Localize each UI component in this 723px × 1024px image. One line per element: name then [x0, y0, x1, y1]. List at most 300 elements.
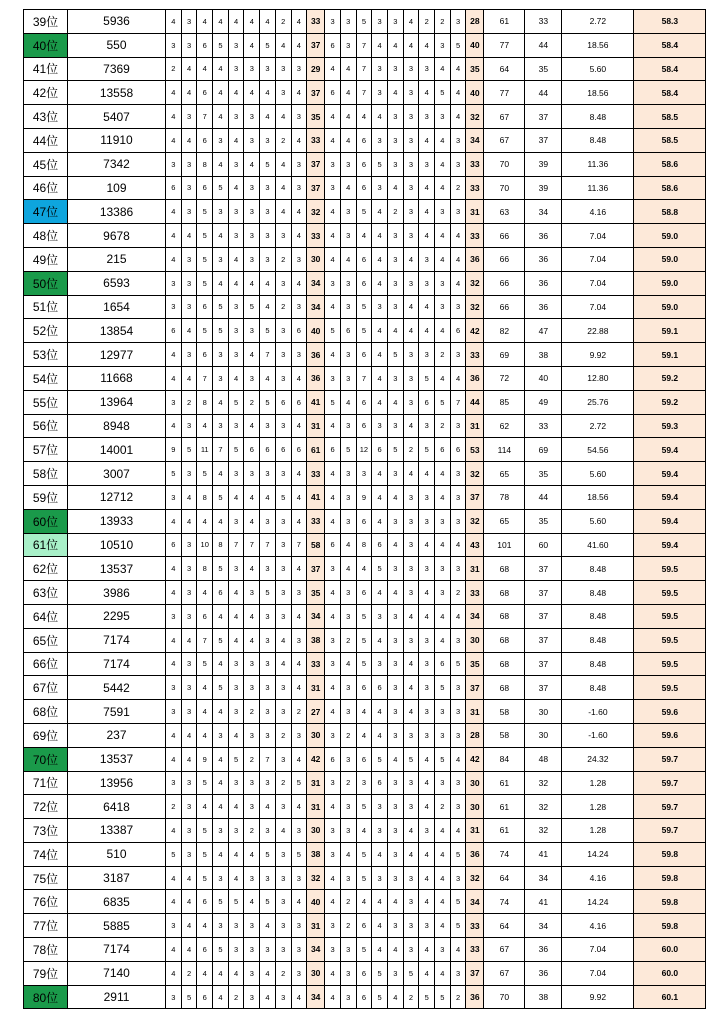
hole-score-cell: 6: [197, 890, 213, 914]
hole-score-cell: 3: [419, 271, 435, 295]
net-score-cell: 59.4: [634, 462, 706, 486]
hole-score-cell: 5: [213, 890, 229, 914]
entry-number-cell: 13956: [68, 771, 166, 795]
out-total-cell: 31: [307, 414, 325, 438]
hole-score-cell: 3: [181, 771, 197, 795]
hole-score-cell: 4: [419, 33, 435, 57]
hole-score-cell: 2: [387, 200, 403, 224]
handicap-cell: 7.04: [562, 247, 634, 271]
hole-score-cell: 9: [166, 438, 182, 462]
strokes-cell: 37: [525, 604, 562, 628]
hole-score-cell: 3: [325, 628, 341, 652]
entry-number-cell: 237: [68, 723, 166, 747]
strokes-cell: 37: [525, 105, 562, 129]
out-total-cell: 33: [307, 652, 325, 676]
table-row: [24, 890, 706, 914]
hole-score-cell: 4: [325, 200, 341, 224]
out-total-cell: 58: [307, 533, 325, 557]
hole-score-cell: 4: [166, 581, 182, 605]
hole-score-cell: 4: [275, 819, 291, 843]
hole-score-cell: 3: [260, 938, 276, 962]
hole-score-cell: 3: [340, 676, 356, 700]
hole-score-cell: 3: [372, 604, 388, 628]
in-total-cell: 33: [466, 224, 484, 248]
hole-score-cell: 4: [166, 652, 182, 676]
hole-score-cell: 6: [244, 438, 260, 462]
hole-score-cell: 4: [435, 485, 451, 509]
hole-score-cell: 4: [275, 176, 291, 200]
hole-score-cell: 3: [387, 842, 403, 866]
hole-score-cell: 4: [181, 914, 197, 938]
hole-score-cell: 4: [450, 604, 466, 628]
hole-score-cell: 3: [340, 700, 356, 724]
hole-score-cell: 3: [228, 224, 244, 248]
hole-score-cell: 3: [387, 723, 403, 747]
hole-score-cell: 4: [228, 81, 244, 105]
hole-score-cell: 4: [244, 81, 260, 105]
hole-score-cell: 3: [228, 414, 244, 438]
gross-total-cell: 68: [484, 604, 525, 628]
hole-score-cell: 3: [340, 462, 356, 486]
hole-score-cell: 3: [387, 961, 403, 985]
hole-score-cell: 4: [340, 128, 356, 152]
hole-score-cell: 6: [356, 985, 372, 1009]
hole-score-cell: 3: [244, 652, 260, 676]
handicap-cell: 8.48: [562, 652, 634, 676]
gross-total-cell: 67: [484, 105, 525, 129]
net-score-cell: 59.8: [634, 842, 706, 866]
out-total-cell: 30: [307, 961, 325, 985]
hole-score-cell: 4: [166, 866, 182, 890]
out-total-cell: 41: [307, 390, 325, 414]
hole-score-cell: 5: [260, 33, 276, 57]
in-total-cell: 32: [466, 462, 484, 486]
hole-score-cell: 6: [197, 81, 213, 105]
hole-score-cell: 3: [260, 176, 276, 200]
in-total-cell: 43: [466, 533, 484, 557]
hole-score-cell: 3: [228, 319, 244, 343]
hole-score-cell: 3: [419, 628, 435, 652]
strokes-cell: 38: [525, 343, 562, 367]
table-row: [24, 414, 706, 438]
hole-score-cell: 3: [387, 604, 403, 628]
hole-score-cell: 3: [181, 557, 197, 581]
hole-score-cell: 3: [419, 152, 435, 176]
hole-score-cell: 3: [403, 866, 419, 890]
entry-number-cell: 3007: [68, 462, 166, 486]
hole-score-cell: 3: [275, 890, 291, 914]
handicap-cell: 24.32: [562, 747, 634, 771]
hole-score-cell: 5: [435, 985, 451, 1009]
hole-score-cell: 6: [197, 604, 213, 628]
hole-score-cell: 3: [275, 271, 291, 295]
net-score-cell: 59.5: [634, 652, 706, 676]
hole-score-cell: 4: [244, 628, 260, 652]
hole-score-cell: 4: [419, 224, 435, 248]
table-row: [24, 509, 706, 533]
hole-score-cell: 4: [275, 628, 291, 652]
hole-score-cell: 3: [244, 57, 260, 81]
hole-score-cell: 3: [340, 747, 356, 771]
gross-total-cell: 77: [484, 33, 525, 57]
hole-score-cell: 5: [197, 462, 213, 486]
rank-cell: 77位: [24, 914, 68, 938]
hole-score-cell: 7: [291, 533, 307, 557]
out-total-cell: 32: [307, 200, 325, 224]
hole-score-cell: 8: [197, 152, 213, 176]
hole-score-cell: 5: [244, 295, 260, 319]
net-score-cell: 59.2: [634, 366, 706, 390]
hole-score-cell: 4: [387, 890, 403, 914]
out-total-cell: 31: [307, 771, 325, 795]
hole-score-cell: 5: [325, 319, 341, 343]
hole-score-cell: 3: [181, 105, 197, 129]
hole-score-cell: 4: [197, 57, 213, 81]
hole-score-cell: 3: [372, 295, 388, 319]
net-score-cell: 59.5: [634, 604, 706, 628]
gross-total-cell: 85: [484, 390, 525, 414]
strokes-cell: 34: [525, 914, 562, 938]
hole-score-cell: 3: [340, 343, 356, 367]
hole-score-cell: 3: [403, 390, 419, 414]
hole-score-cell: 3: [260, 676, 276, 700]
hole-score-cell: 4: [213, 152, 229, 176]
handicap-cell: 8.48: [562, 604, 634, 628]
hole-score-cell: 3: [291, 176, 307, 200]
hole-score-cell: 3: [340, 819, 356, 843]
hole-score-cell: 3: [181, 10, 197, 34]
hole-score-cell: 3: [244, 795, 260, 819]
hole-score-cell: 5: [213, 176, 229, 200]
table-row: [24, 652, 706, 676]
hole-score-cell: 3: [450, 961, 466, 985]
hole-score-cell: 6: [356, 152, 372, 176]
hole-score-cell: 3: [403, 57, 419, 81]
hole-score-cell: 4: [419, 747, 435, 771]
hole-score-cell: 2: [419, 10, 435, 34]
hole-score-cell: 4: [228, 604, 244, 628]
hole-score-cell: 4: [244, 842, 260, 866]
hole-score-cell: 5: [372, 557, 388, 581]
handicap-cell: 18.56: [562, 33, 634, 57]
hole-score-cell: 3: [166, 985, 182, 1009]
hole-score-cell: 4: [166, 200, 182, 224]
hole-score-cell: 4: [325, 224, 341, 248]
hole-score-cell: 3: [450, 343, 466, 367]
hole-score-cell: 5: [450, 33, 466, 57]
hole-score-cell: 4: [419, 842, 435, 866]
rank-cell: 41位: [24, 57, 68, 81]
entry-number-cell: 2911: [68, 985, 166, 1009]
hole-score-cell: 4: [260, 985, 276, 1009]
net-score-cell: 58.4: [634, 81, 706, 105]
hole-score-cell: 4: [213, 985, 229, 1009]
hole-score-cell: 3: [387, 557, 403, 581]
hole-score-cell: 3: [435, 557, 451, 581]
hole-score-cell: 4: [419, 319, 435, 343]
hole-score-cell: 3: [450, 700, 466, 724]
hole-score-cell: 3: [260, 700, 276, 724]
hole-score-cell: 7: [197, 366, 213, 390]
hole-score-cell: 3: [340, 271, 356, 295]
hole-score-cell: 3: [403, 81, 419, 105]
hole-score-cell: 6: [450, 438, 466, 462]
hole-score-cell: 4: [372, 390, 388, 414]
hole-score-cell: 4: [228, 128, 244, 152]
in-total-cell: 30: [466, 628, 484, 652]
hole-score-cell: 4: [228, 723, 244, 747]
hole-score-cell: 3: [275, 842, 291, 866]
hole-score-cell: 4: [403, 247, 419, 271]
hole-score-cell: 6: [356, 961, 372, 985]
hole-score-cell: 3: [435, 509, 451, 533]
hole-score-cell: 3: [372, 414, 388, 438]
in-total-cell: 42: [466, 319, 484, 343]
hole-score-cell: 4: [435, 914, 451, 938]
entry-number-cell: 13964: [68, 390, 166, 414]
table-row: [24, 366, 706, 390]
gross-total-cell: 74: [484, 842, 525, 866]
hole-score-cell: 4: [435, 819, 451, 843]
table-row: [24, 604, 706, 628]
hole-score-cell: 4: [340, 652, 356, 676]
hole-score-cell: 3: [275, 914, 291, 938]
hole-score-cell: 3: [244, 366, 260, 390]
hole-score-cell: 4: [166, 10, 182, 34]
hole-score-cell: 5: [197, 866, 213, 890]
hole-score-cell: 3: [372, 176, 388, 200]
gross-total-cell: 58: [484, 723, 525, 747]
hole-score-cell: 5: [197, 200, 213, 224]
hole-score-cell: 3: [387, 795, 403, 819]
rank-cell: 68位: [24, 700, 68, 724]
hole-score-cell: 4: [228, 866, 244, 890]
out-total-cell: 33: [307, 509, 325, 533]
in-total-cell: 32: [466, 295, 484, 319]
hole-score-cell: 4: [419, 938, 435, 962]
hole-score-cell: 5: [372, 961, 388, 985]
out-total-cell: 31: [307, 795, 325, 819]
hole-score-cell: 3: [387, 819, 403, 843]
hole-score-cell: 4: [213, 961, 229, 985]
entry-number-cell: 550: [68, 33, 166, 57]
out-total-cell: 30: [307, 723, 325, 747]
handicap-cell: 14.24: [562, 842, 634, 866]
strokes-cell: 37: [525, 128, 562, 152]
hole-score-cell: 4: [213, 57, 229, 81]
gross-total-cell: 65: [484, 462, 525, 486]
hole-score-cell: 3: [260, 224, 276, 248]
hole-score-cell: 6: [291, 438, 307, 462]
hole-score-cell: 3: [275, 604, 291, 628]
hole-score-cell: 3: [419, 247, 435, 271]
in-total-cell: 33: [466, 938, 484, 962]
strokes-cell: 36: [525, 961, 562, 985]
out-total-cell: 33: [307, 224, 325, 248]
hole-score-cell: 2: [435, 343, 451, 367]
strokes-cell: 69: [525, 438, 562, 462]
strokes-cell: 34: [525, 866, 562, 890]
gross-total-cell: 82: [484, 319, 525, 343]
table-row: [24, 628, 706, 652]
gross-total-cell: 67: [484, 128, 525, 152]
hole-score-cell: 2: [166, 57, 182, 81]
hole-score-cell: 3: [244, 224, 260, 248]
hole-score-cell: 3: [403, 795, 419, 819]
entry-number-cell: 510: [68, 842, 166, 866]
entry-number-cell: 2295: [68, 604, 166, 628]
hole-score-cell: 4: [260, 10, 276, 34]
entry-number-cell: 13386: [68, 200, 166, 224]
hole-score-cell: 3: [228, 105, 244, 129]
hole-score-cell: 4: [372, 581, 388, 605]
hole-score-cell: 3: [372, 57, 388, 81]
hole-score-cell: 3: [181, 295, 197, 319]
hole-score-cell: 4: [403, 700, 419, 724]
hole-score-cell: 5: [228, 390, 244, 414]
hole-score-cell: 3: [403, 271, 419, 295]
hole-score-cell: 3: [419, 557, 435, 581]
hole-score-cell: 5: [356, 10, 372, 34]
ranking-table: [23, 9, 706, 1009]
rank-cell: 62位: [24, 557, 68, 581]
hole-score-cell: 4: [213, 842, 229, 866]
hole-score-cell: 6: [325, 438, 341, 462]
in-total-cell: 30: [466, 795, 484, 819]
hole-score-cell: 3: [275, 938, 291, 962]
entry-number-cell: 3986: [68, 581, 166, 605]
hole-score-cell: 5: [325, 390, 341, 414]
hole-score-cell: 6: [197, 33, 213, 57]
net-score-cell: 59.1: [634, 343, 706, 367]
hole-score-cell: 4: [197, 581, 213, 605]
hole-score-cell: 4: [244, 10, 260, 34]
entry-number-cell: 13558: [68, 81, 166, 105]
hole-score-cell: 4: [181, 366, 197, 390]
strokes-cell: 35: [525, 57, 562, 81]
hole-score-cell: 3: [325, 938, 341, 962]
out-total-cell: 36: [307, 343, 325, 367]
hole-score-cell: 4: [435, 533, 451, 557]
hole-score-cell: 3: [260, 200, 276, 224]
table-row: [24, 390, 706, 414]
hole-score-cell: 3: [228, 676, 244, 700]
hole-score-cell: 3: [166, 295, 182, 319]
hole-score-cell: 4: [228, 176, 244, 200]
table-row: [24, 985, 706, 1009]
hole-score-cell: 4: [325, 485, 341, 509]
hole-score-cell: 3: [340, 795, 356, 819]
entry-number-cell: 6593: [68, 271, 166, 295]
hole-score-cell: 4: [291, 604, 307, 628]
in-total-cell: 32: [466, 271, 484, 295]
hole-score-cell: 2: [340, 723, 356, 747]
hole-score-cell: 4: [387, 985, 403, 1009]
hole-score-cell: 3: [403, 771, 419, 795]
hole-score-cell: 3: [435, 33, 451, 57]
entry-number-cell: 7342: [68, 152, 166, 176]
hole-score-cell: 3: [387, 10, 403, 34]
hole-score-cell: 6: [356, 581, 372, 605]
strokes-cell: 35: [525, 462, 562, 486]
strokes-cell: 32: [525, 819, 562, 843]
hole-score-cell: 4: [387, 319, 403, 343]
hole-score-cell: 4: [325, 105, 341, 129]
rank-cell: 42位: [24, 81, 68, 105]
handicap-cell: 7.04: [562, 271, 634, 295]
hole-score-cell: 3: [228, 700, 244, 724]
hole-score-cell: 6: [197, 938, 213, 962]
hole-score-cell: 4: [435, 176, 451, 200]
hole-score-cell: 3: [450, 866, 466, 890]
handicap-cell: 22.88: [562, 319, 634, 343]
hole-score-cell: 4: [340, 176, 356, 200]
entry-number-cell: 14001: [68, 438, 166, 462]
hole-score-cell: 3: [403, 152, 419, 176]
hole-score-cell: 4: [166, 105, 182, 129]
hole-score-cell: 3: [260, 462, 276, 486]
net-score-cell: 59.3: [634, 414, 706, 438]
hole-score-cell: 5: [275, 485, 291, 509]
entry-number-cell: 5442: [68, 676, 166, 700]
hole-score-cell: 4: [166, 819, 182, 843]
handicap-cell: 2.72: [562, 10, 634, 34]
handicap-cell: -1.60: [562, 700, 634, 724]
hole-score-cell: 5: [372, 747, 388, 771]
handicap-cell: 8.48: [562, 105, 634, 129]
gross-total-cell: 66: [484, 247, 525, 271]
rank-cell: 52位: [24, 319, 68, 343]
hole-score-cell: 3: [403, 128, 419, 152]
out-total-cell: 33: [307, 128, 325, 152]
hole-score-cell: 5: [372, 152, 388, 176]
hole-score-cell: 6: [356, 509, 372, 533]
in-total-cell: 40: [466, 33, 484, 57]
net-score-cell: 60.0: [634, 961, 706, 985]
in-total-cell: 53: [466, 438, 484, 462]
hole-score-cell: 4: [372, 723, 388, 747]
hole-score-cell: 4: [291, 224, 307, 248]
rank-cell: 67位: [24, 676, 68, 700]
hole-score-cell: 4: [244, 509, 260, 533]
hole-score-cell: 4: [403, 462, 419, 486]
handicap-cell: 1.28: [562, 795, 634, 819]
hole-score-cell: 6: [197, 128, 213, 152]
hole-score-cell: 3: [340, 985, 356, 1009]
hole-score-cell: 3: [244, 581, 260, 605]
hole-score-cell: 9: [197, 747, 213, 771]
hole-score-cell: 2: [435, 414, 451, 438]
hole-score-cell: 4: [356, 819, 372, 843]
gross-total-cell: 77: [484, 81, 525, 105]
hole-score-cell: 5: [197, 771, 213, 795]
net-score-cell: 59.0: [634, 295, 706, 319]
handicap-cell: 1.28: [562, 771, 634, 795]
hole-score-cell: 7: [228, 533, 244, 557]
hole-score-cell: 3: [387, 128, 403, 152]
rank-cell: 60位: [24, 509, 68, 533]
hole-score-cell: 4: [275, 152, 291, 176]
hole-score-cell: 4: [435, 152, 451, 176]
hole-score-cell: 3: [291, 105, 307, 129]
in-total-cell: 36: [466, 985, 484, 1009]
hole-score-cell: 4: [197, 795, 213, 819]
rank-cell: 53位: [24, 343, 68, 367]
hole-score-cell: 5: [213, 295, 229, 319]
net-score-cell: 58.6: [634, 176, 706, 200]
hole-score-cell: 3: [325, 366, 341, 390]
hole-score-cell: 5: [356, 319, 372, 343]
